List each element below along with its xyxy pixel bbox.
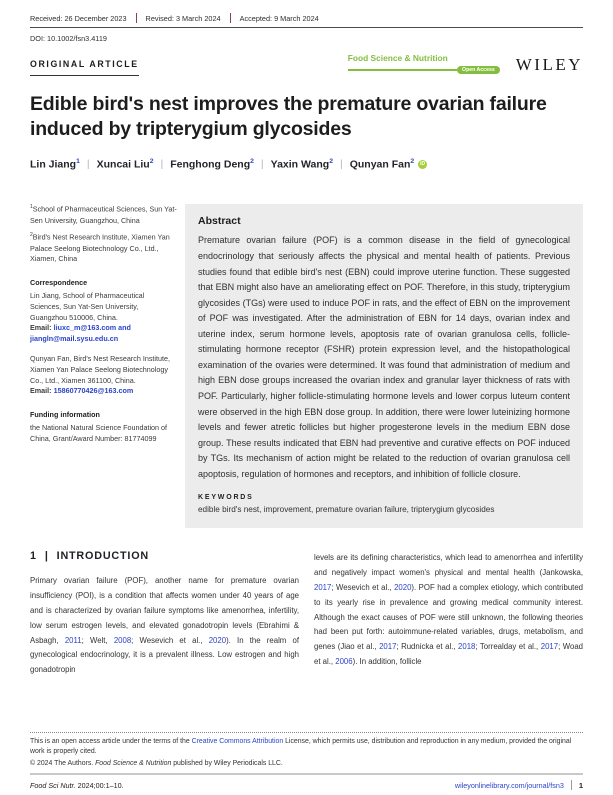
- correspondence-text: Qunyan Fan, Bird's Nest Research Institute, Xiamen Yan Palace Seelong Biotechnology Co., Ltd., Xiamen 361100, China.: [30, 353, 170, 385]
- funding-text: the National Natural Science Foundation of China, Grant/Award Number: 81774099: [30, 422, 168, 443]
- affiliation-1: $^1$School of Pharmaceutical Sciences, Sun Yat-Sen University, Guangzhou, China: [30, 204, 177, 225]
- brand-row: [30, 53, 583, 76]
- intro-column-right: [314, 550, 583, 678]
- email-link[interactable]: liuxc_m@163.com and jiangln@mail.sysu.edu.cn: [30, 323, 131, 344]
- article-title: Edible bird's nest improves the premature ovarian failure induced by tripterygium glycosides: [30, 93, 547, 140]
- orcid-icon[interactable]: iD: [420, 160, 426, 167]
- email-link[interactable]: 15860770426@163.com: [53, 386, 134, 396]
- copyright-line: [30, 760, 583, 767]
- author[interactable]: Xuncai Liu$^2$: [96, 157, 154, 171]
- received-date: Received: 26 December 2023: [30, 13, 127, 23]
- citation-link[interactable]: 2017: [379, 642, 397, 652]
- abstract-heading: Abstract: [198, 215, 241, 228]
- email-line: [30, 386, 177, 397]
- author-separator: |: [86, 158, 90, 171]
- text-run: ; Torrealday et al.,: [475, 642, 541, 652]
- author-separator: |: [339, 158, 343, 171]
- email-label: Email:: [30, 323, 54, 333]
- author[interactable]: Qunyan Fan$^2$: [349, 157, 415, 171]
- text-run: ; Rudnicka et al.,: [396, 642, 459, 652]
- affiliation-2: $^2$Bird's Nest Research Institute, Xiamen Yan Palace Seelong Biotechnology Co., Ltd., Xiamen, China: [30, 232, 170, 264]
- sidebar: [30, 204, 177, 528]
- keywords-heading: KEYWORDS: [198, 494, 254, 502]
- citation-link[interactable]: 2020: [208, 635, 227, 645]
- doi: DOI: 10.1002/fsn3.4119: [30, 34, 107, 43]
- citation-link[interactable]: 2006: [335, 657, 353, 667]
- text-run: License, which permits use, distribution and reproduction in any medium, provided the original work is properly cited.: [30, 737, 572, 756]
- funding-section: [30, 410, 177, 444]
- author[interactable]: Lin Jiang$^1$: [30, 157, 80, 171]
- correspondence-section: [30, 278, 177, 397]
- abstract-text: Premature ovarian failure (POF) is a common disease in the field of gynecological endocrinology that seriously affects the physical and mental health of patients. Previous studies found that edible bird's nest (EBN) could improve uterine function. These suggested that EBN might also have an ameliorating effect on POF. Therefore, in this study, tripterygium glycosides (TGs) were used to induce POF in rats, and the effect of EBN on the improvement of POF was investigated. After the administration of EBN for 14 days, ovarian index and uterine index, serum hormone levels, apoptosis rate of ovarian granulosa cells, follicle-stimulating hormone receptor (FSHR) protein expression level, and the histopathological examination of the ovaries were determined. It was found that administration of medium and high EBN dose groups increased the ovarian index and granular layer thickness of rats with POF. Particularly, higher follicle-stimulating hormone levels and lower corpus luteum content were observed in the high EBN dose group. In addition, there were lower luteinizing hormone levels and fewer atretic follicles but higher progesterone levels in the medium EBN dose group. These results indicated that EBN had preventive and curative effects on POF induced by TGs. Its mechanism of action might be related to the reduction of ovarian granulosa cell apoptosis, regulation of hormones and receptors, and inhibition of follicle closure.: [198, 235, 570, 479]
- text-run: ). POF had a complex etiology, which contributed to its yearly rise in prevalence and growing medical community interest. Although the exact causes of POF were still unknown, the following theories had been put forth: autoimmune-related variables, drugs, metabolism, and genes (Jiao et al.,: [314, 583, 584, 652]
- cc-license-link[interactable]: Creative Commons Attribution: [191, 737, 284, 745]
- citation-link[interactable]: 2020: [394, 583, 412, 593]
- author-separator: |: [160, 158, 164, 171]
- journal-logo[interactable]: [348, 53, 500, 74]
- correspondence-text: Lin Jiang, School of Pharmaceutical Sciences, Sun Yat-Sen University, Guangzhou 510006, China.: [30, 290, 145, 322]
- revised-date: Revised: 3 March 2024: [145, 13, 221, 23]
- citation-link[interactable]: 2018: [458, 642, 476, 652]
- separator: [571, 780, 572, 790]
- email-label: Email:: [30, 386, 54, 396]
- text-run: ; Welt,: [81, 635, 114, 645]
- intro-paragraph-left: [30, 574, 299, 678]
- funding-heading: Funding information: [30, 410, 100, 420]
- intro-paragraph-right: [314, 551, 583, 670]
- text-run: This is an open access article under the terms of the: [30, 737, 192, 745]
- page-number: 1: [578, 780, 583, 790]
- text-run: ; Woad et al.,: [314, 642, 583, 667]
- text-run: ; Wesevich et al.,: [131, 635, 209, 645]
- wiley-logo[interactable]: WILEY: [515, 54, 583, 74]
- text-run: ). In the realm of gynecological endocrinology, it is a prevalent illness. Low estrogen and high gonadotropin: [30, 635, 299, 675]
- correspondence-heading: Correspondence: [30, 278, 88, 288]
- section-heading: 1 | INTRODUCTION: [30, 550, 150, 563]
- citation-link[interactable]: 2017: [540, 642, 559, 652]
- journal-website-link[interactable]: wileyonlinelibrary.com/journal/fsn3: [454, 780, 564, 790]
- intro-column-left: [30, 550, 299, 678]
- author-list: [30, 158, 583, 171]
- journal-logo-line: [348, 66, 500, 74]
- info-columns: [30, 204, 583, 528]
- citation-link[interactable]: 2011: [64, 635, 82, 645]
- footer-right: [455, 780, 583, 790]
- text-run: © 2024 The Authors.: [30, 760, 96, 767]
- separator: [136, 13, 137, 23]
- history-row: [30, 0, 583, 23]
- introduction-section: [30, 550, 583, 678]
- correspondence-entry: [30, 354, 177, 397]
- abstract-box: [185, 204, 583, 528]
- header-rule: [30, 27, 583, 28]
- correspondence-entry: [30, 291, 177, 345]
- page-footer: [30, 732, 583, 790]
- citation-link[interactable]: 2008: [113, 635, 132, 645]
- journal-name: Food Science & Nutrition: [347, 53, 448, 63]
- open-access-badge: Open Access: [457, 66, 500, 74]
- article-type-label: ORIGINAL ARTICLE: [30, 59, 139, 76]
- brand-block: [348, 53, 583, 76]
- journal-citation: [30, 781, 124, 790]
- email-line: [30, 323, 177, 345]
- text-run: ). In addition, follicle: [352, 657, 422, 667]
- citation-link[interactable]: 2017: [314, 583, 332, 593]
- open-access-note: [30, 732, 583, 758]
- text-run: levels are its defining characteristics, which lead to amenorrhea and infertility and negatively impact women's physical and mental health (Jankowska,: [314, 553, 583, 578]
- text-run: ; Wesevich et al.,: [331, 583, 395, 593]
- text-run: published by Wiley Periodicals LLC.: [171, 760, 283, 767]
- text-run: Primary ovarian failure (POF), another name for premature ovarian insufficiency (POI), is a condition that affects women under 40 years of age and is characterized by ovarian failure symptoms like amenorrhea, infertility, low serum estrogen levels, and elevated gonadotropin levels (Ebrahimi & Asbagh,: [30, 576, 299, 645]
- keywords-text: edible bird's nest, improvement, premature ovarian failure, tripterygium glycosides: [198, 505, 495, 515]
- text-run: 2024;00:1–10.: [75, 780, 124, 790]
- text-run: Food Sci Nutr.: [30, 780, 76, 790]
- accepted-date: Accepted: 9 March 2024: [239, 13, 319, 23]
- author[interactable]: Yaxin Wang$^2$: [270, 157, 333, 171]
- author-separator: |: [260, 158, 264, 171]
- journal-logo-bar: [348, 69, 457, 71]
- author[interactable]: Fenghong Deng$^2$: [170, 157, 254, 171]
- separator: [230, 13, 231, 23]
- text-run: Food Science & Nutrition: [95, 760, 172, 767]
- footer-row: [30, 775, 583, 790]
